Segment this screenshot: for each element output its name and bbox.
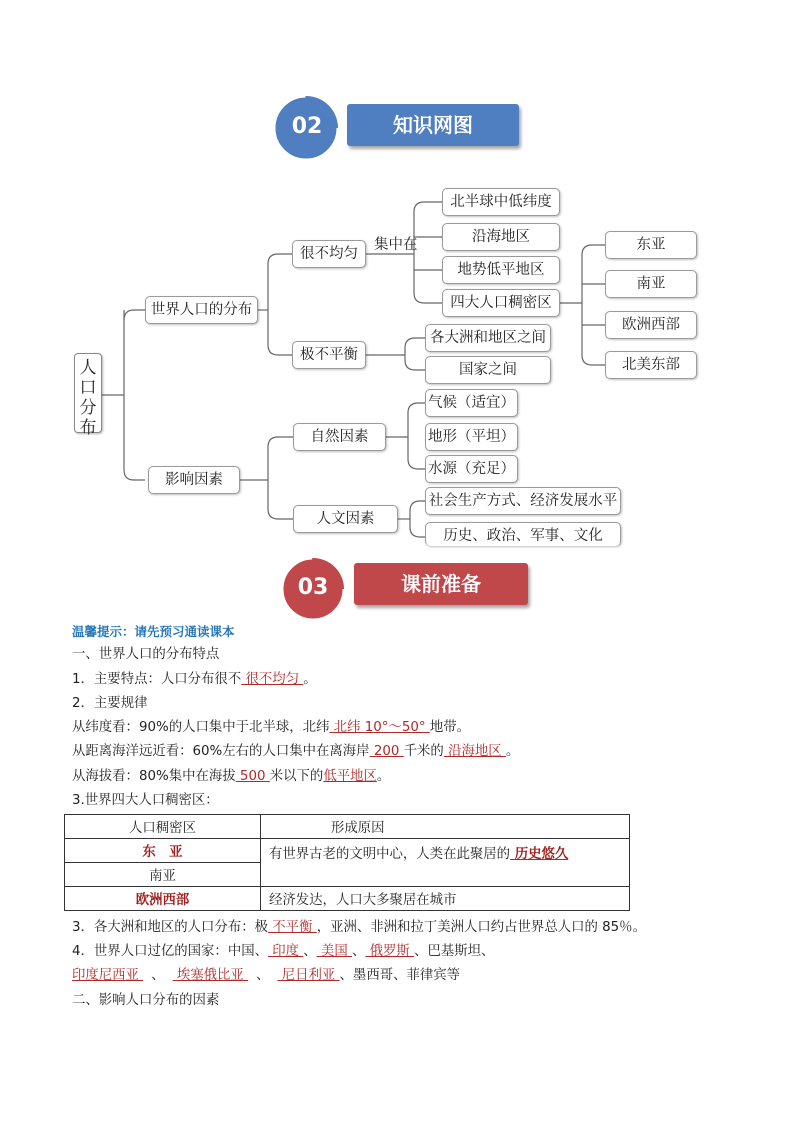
node-dense-3: 北美东部: [605, 351, 697, 379]
line-5-mid: 米以下的: [269, 769, 324, 784]
line-9: [72, 966, 460, 986]
line-8: [72, 942, 494, 962]
node-unbalanced-1: 国家之间: [425, 356, 551, 384]
heading-1: 一、世界人口的分布特点: [72, 647, 220, 662]
label-concentrated: 集中在: [374, 237, 418, 253]
answer-usa: 美国: [316, 944, 352, 959]
mindmap-root-label: 人口分布: [79, 358, 97, 438]
node-dense-2: 欧洲西部: [605, 311, 697, 339]
line-8-post: 、巴基斯坦、: [414, 944, 495, 959]
line-3-post: 地带。: [429, 720, 470, 735]
answer-indonesia: 印度尼西亚: [72, 968, 144, 983]
sep-3: 、: [151, 968, 165, 983]
line-6: 3.世界四大人口稠密区：: [72, 793, 219, 808]
answer-altitude: 500: [235, 769, 270, 784]
answer-russia: 俄罗斯: [365, 944, 415, 959]
table-cell-west-europe: 欧洲西部: [65, 887, 261, 911]
line-1-pre: 1．主要特点：人口分布很不: [72, 672, 242, 687]
node-natural-0: 气候（适宜）: [425, 389, 518, 417]
sep-1: 、: [303, 944, 317, 959]
table-cell-reason-2: 经济发达，人口大多聚居在城市: [261, 887, 630, 911]
section-03-title: 课前准备: [354, 563, 528, 605]
answer-history: 历史悠久: [510, 847, 569, 862]
node-distribution: 世界人口的分布: [145, 296, 258, 324]
table-header-area: 人口稠密区: [65, 815, 261, 839]
line-5-pre: 从海拔看：80%集中在海拔: [72, 769, 236, 784]
dense-areas-table: [64, 814, 630, 911]
answer-lowland: 低平地区: [323, 769, 377, 784]
answer-nigeria: 尼日利亚: [277, 968, 340, 983]
table-cell-reason-1: [261, 839, 630, 887]
node-human-0: 社会生产方式、经济发展水平: [425, 487, 621, 515]
node-concentrated-1: 沿海地区: [442, 223, 560, 251]
answer-uneven: 很不均匀: [241, 672, 304, 687]
line-3: [72, 718, 470, 738]
table-cell-east-asia: 东 亚: [65, 839, 261, 863]
line-3-pre: 从纬度看：90%的人口集中于北半球，北纬: [72, 720, 330, 735]
answer-ethiopia: 埃塞俄比亚: [172, 968, 249, 983]
section-02-title: 知识网图: [347, 104, 519, 146]
line-5: [72, 767, 390, 787]
mindmap-root: [74, 353, 102, 438]
line-7-pre: 3．各大洲和地区的人口分布：极: [72, 920, 268, 935]
section-02-number: 02: [291, 114, 323, 139]
node-unbalanced: 极不平衡: [292, 341, 366, 369]
answer-latitude: 北纬 10°～50°: [329, 720, 430, 735]
table-reason-1-pre: 有世界古老的文明中心，人类在此聚居的: [269, 847, 511, 862]
answer-india: 印度: [268, 944, 304, 959]
node-uneven: 很不均匀: [292, 240, 366, 268]
node-concentrated-2: 地势低平地区: [442, 256, 560, 284]
node-dense-1: 南亚: [605, 270, 697, 298]
line-4: [72, 742, 519, 762]
node-dense-0: 东亚: [605, 231, 697, 259]
table-header-reason: [261, 815, 630, 839]
line-1: [72, 670, 317, 690]
line-7: [72, 918, 646, 938]
node-human: 人文因素: [293, 505, 398, 533]
node-concentrated-3: 四大人口稠密区: [442, 289, 560, 317]
line-5-post: 。: [376, 769, 391, 784]
table-cell-south-asia: 南亚: [65, 863, 261, 887]
answer-unbalanced: 不平衡: [268, 920, 317, 935]
node-human-1: 历史、政治、军事、文化: [425, 522, 621, 546]
answer-distance: 200: [369, 744, 404, 759]
answer-coastal: 沿海地区: [443, 744, 506, 759]
heading-2: 二、影响人口分布的因素: [72, 993, 220, 1008]
line-4-pre: 从距离海洋远近看：60%左右的人口集中在离海岸: [72, 744, 370, 759]
tip-text: 温馨提示：请先预习通读课本: [72, 624, 235, 639]
line-9-post: 、墨西哥、菲律宾等: [339, 968, 461, 983]
line-8-pre: 4．世界人口过亿的国家：中国、: [72, 944, 268, 959]
node-natural-2: 水源（充足）: [425, 455, 518, 483]
sep-4: 、: [256, 968, 270, 983]
line-4-post: 。: [505, 744, 520, 759]
sep-2: 、: [351, 944, 366, 959]
line-7-post: ，亚洲、非洲和拉丁美洲人口约占世界总人口的 85％。: [316, 920, 646, 935]
node-concentrated-0: 北半球中低纬度: [442, 188, 560, 216]
line-2: 2．主要规律: [72, 696, 148, 711]
node-natural: 自然因素: [293, 423, 386, 451]
line-1-post: 。: [303, 672, 317, 687]
table-header-reason-text: 形成原因: [331, 821, 385, 836]
node-factors: 影响因素: [148, 466, 240, 494]
line-4-mid: 千米的: [403, 744, 444, 759]
node-unbalanced-0: 各大洲和地区之间: [425, 324, 551, 352]
node-natural-1: 地形（平坦）: [425, 423, 518, 451]
section-03-number: 03: [297, 575, 329, 600]
